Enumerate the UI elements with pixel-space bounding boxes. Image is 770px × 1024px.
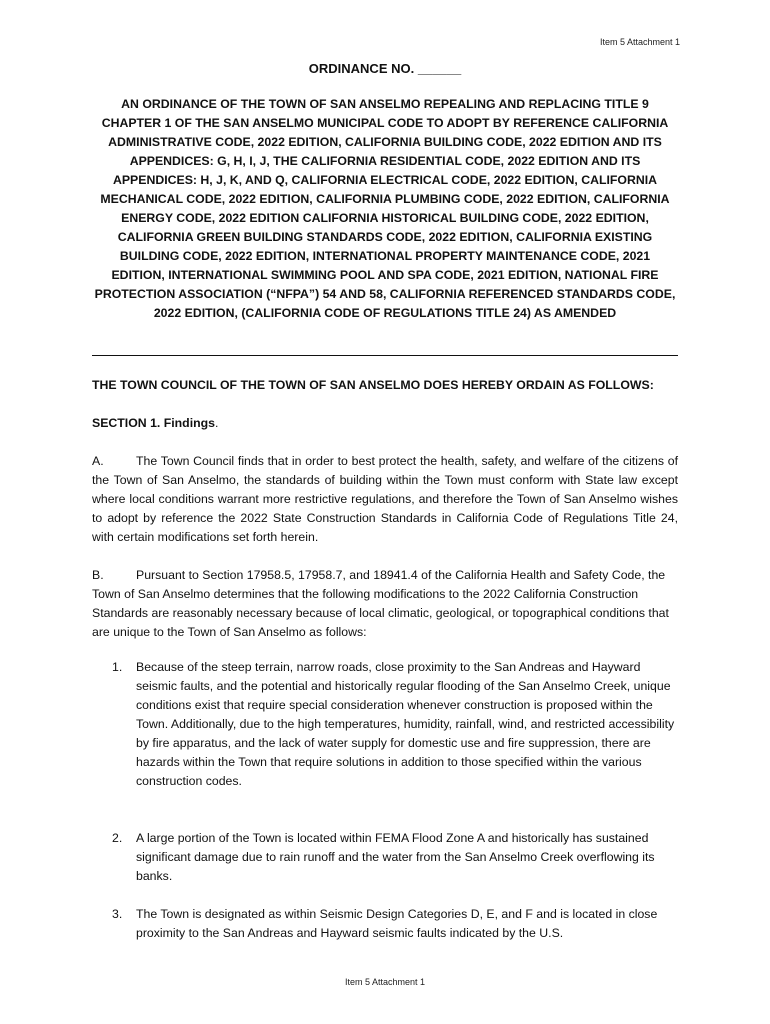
list-item-number: 3. [112, 907, 123, 921]
list-item [112, 829, 678, 886]
list-item [112, 905, 678, 943]
list-item-text: A large portion of the Town is located within FEMA Flood Zone A and historically has sustained significant damage due to rain runoff and the water from the San Anselmo Creek overflowing its banks. [136, 831, 655, 883]
page-header: Item 5 Attachment 1 [599, 37, 680, 47]
list-item-text: The Town is designated as within Seismic Design Categories D, E, and F and is located in close proximity to the San Andreas and Hayward seismic faults indicated by the U.S. [136, 907, 658, 940]
paragraph-letter: B. [92, 568, 104, 582]
section-heading-period: . [214, 416, 219, 430]
ordinance-number-title: ORDINANCE NO. ______ [308, 61, 462, 76]
list-item [112, 658, 678, 791]
ordinance-long-title: AN ORDINANCE OF THE TOWN OF SAN ANSELMO REPEALING AND REPLACING TITLE 9 CHAPTER 1 OF THE SAN ANSELMO MUNICIPAL CODE TO ADOPT BY REFERENCE CALIFORNIA ADMINISTRATIVE CODE, 2022 EDITION, CALIFORNIA BUILDING CODE, 2022 EDITION AND ITS APPENDICES: G, H, I, J, THE CALIFORNIA RESIDENTIAL CODE, 2022 EDITION AND ITS APPENDICES: H, J, K, AND Q, CALIFORNIA ELECTRICAL CODE, 2022 EDITION, CALIFORNIA MECHANICAL CODE, 2022 EDITION, CALIFORNIA PLUMBING CODE, 2022 EDITION, CALIFORNIA ENERGY CODE, 2022 EDITION CALIFORNIA HISTORICAL BUILDING CODE, 2022 EDITION, CALIFORNIA GREEN BUILDING STANDARDS CODE, 2022 EDITION, CALIFORNIA EXISTING BUILDING CODE, 2022 EDITION, INTERNATIONAL PROPERTY MAINTENANCE CODE, 2021 EDITION, INTERNATIONAL SWIMMING POOL AND SPA CODE, 2021 EDITION, NATIONAL FIRE PROTECTION ASSOCIATION (“NFPA”) 54 AND 58, CALIFORNIA REFERENCED STANDARDS CODE, 2022 EDITION, (CALIFORNIA CODE OF REGULATIONS TITLE 24) AS AMENDED [94, 97, 676, 320]
ordain-statement: THE TOWN COUNCIL OF THE TOWN OF SAN ANSELMO DOES HEREBY ORDAIN AS FOLLOWS: [92, 378, 654, 392]
paragraph-text: The Town Council finds that in order to best protect the health, safety, and welfare of the citizens of the Town of San Anselmo, the standards of building within the Town must conform with State law except where local conditions warrant more restrictive regulations, and therefore the Town of San Anselmo wishes to adopt by reference the 2022 State Construction Standards in California Code of Regulations Title 24, with certain modifications set forth herein. [92, 454, 678, 544]
paragraph-text: Pursuant to Section 17958.5, 17958.7, and 18941.4 of the California Health and Safety Code, the Town of San Anselmo determines that the following modifications to the 2022 California Construction Standards are reasonably necessary because of local climatic, geological, or topographical conditions that are unique to the Town of San Anselmo as follows: [92, 568, 669, 639]
section-heading-text: SECTION 1. Findings [92, 416, 215, 430]
paragraph-letter: A. [92, 454, 104, 468]
list-item-text: Because of the steep terrain, narrow roads, close proximity to the San Andreas and Hayward seismic faults, and the potential and historically regular flooding of the San Anselmo Creek, unique conditions exist that require special consideration whenever construction is proposed within the Town. Additionally, due to the high temperatures, humidity, rainfall, wind, and restricted accessibility by fire apparatus, and the lack of water supply for domestic use and fire suppression, there are hazards within the Town that require solutions in addition to those specified within the various construction codes. [136, 660, 675, 788]
section-heading [92, 416, 218, 430]
list-item-number: 1. [112, 660, 123, 674]
horizontal-rule [92, 355, 678, 356]
paragraph-b [92, 566, 678, 642]
page-footer: Item 5 Attachment 1 [344, 977, 426, 987]
list-item-number: 2. [112, 831, 123, 845]
paragraph-a [92, 452, 678, 547]
